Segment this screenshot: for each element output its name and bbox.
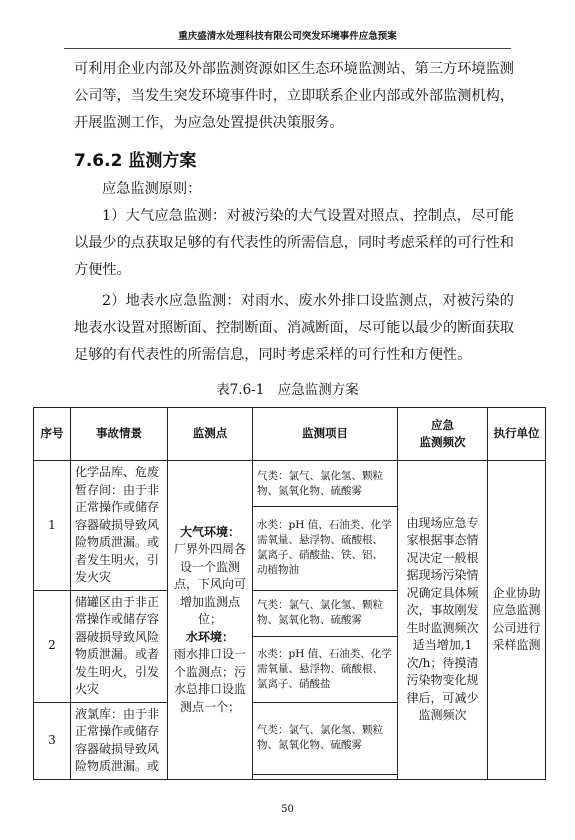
row-water-items-empty: [253, 774, 398, 779]
page-number: 50: [281, 804, 294, 815]
row-air-items: 气类：氯气、氯化氢、颗粒物、氮氧化物、硫酸雾: [253, 461, 398, 507]
row-air-items: 气类：氯气、氯化氢、颗粒物、氮氧化物、硫酸雾: [253, 590, 398, 637]
header-point: 监测点: [168, 408, 253, 461]
table-caption: 表7.6-1 应急监测方案: [216, 382, 359, 398]
row-scenario: 液氯库：由于非正常操作或储存容器破损导致风险物质泄漏。或: [71, 702, 168, 779]
frequency-cell: 由现场应急专家根据事态情况决定一般根据现场污染情况确定具体频次，事故刚发生时监测频次适当增加,1 次/h；待摸清污染物变化规律后，可减少监测频次: [398, 461, 488, 780]
paragraph-air-monitoring: 1）大气应急监测：对被污染的大气设置对照点、控制点，尽可能以最少的点获取足够的有代表性的所需信息，同时考虑采样的可行性和方便性。: [74, 208, 514, 278]
table-row: [34, 461, 546, 507]
header-frequency: 应急 监测频次: [398, 408, 488, 461]
paragraph-monitoring-resources: 可利用企业内部及外部监测资源如区生态环境监测站、第三方环境监测公司等，当发生突发环境事件时，立即联系企业内部或外部监测机构，开展监测工作，为应急处置提供决策服务。: [74, 61, 514, 131]
row-number: 3: [34, 702, 71, 779]
water-environment-body: 雨水排口设一个监测点；污水总排口设监测点一个；: [173, 647, 246, 714]
header-no: 序号: [34, 408, 71, 461]
row-water-items: 水类：pH 值、石油类、化学需氧量、悬浮物、硫酸根、氯离子、硝酸盐: [253, 637, 398, 702]
air-environment-title: 大气环境：: [179, 524, 240, 539]
row-scenario: 化学品库、危废暂存间：由于非正常操作或储存容器破损导致风险物质泄漏。或者发生明火，引发火灾: [71, 461, 168, 591]
row-number: 2: [34, 590, 71, 702]
row-water-items: 水类：pH 值、石油类、化学需氧量、悬浮物、硫酸根、氯离子、硝酸盐、铁、铝、动植物油: [253, 507, 398, 590]
header-executor: 执行单位: [488, 408, 546, 461]
section-heading: 7.6.2 监测方案: [74, 151, 197, 171]
air-environment-body: 厂界外四周各设一个监测点，下风向可增加监测点位；: [173, 542, 246, 626]
page-header: 重庆盛清水处理科技有限公司突发环境事件应急预案: [64, 28, 511, 49]
row-number: 1: [34, 461, 71, 591]
table-header-row: [34, 408, 546, 461]
monitoring-plan-table: [33, 407, 546, 780]
paragraph-principle-intro: 应急监测原则：: [102, 181, 202, 197]
monitoring-point-cell: [168, 461, 253, 780]
paragraph-water-monitoring: 2）地表水应急监测：对雨水、废水外排口设监测点，对被污染的地表水设置对照断面、控制断面、消减断面，尽可能以最少的断面获取足够的有代表性的所需信息，同时考虑采样的可行性和方便性。: [74, 293, 514, 363]
header-items: 监测项目: [253, 408, 398, 461]
row-air-items: 气类：氯气、氯化氢、颗粒物、氮氧化物、硫酸雾: [253, 702, 398, 774]
header-scenario: 事故情景: [71, 408, 168, 461]
water-environment-title: 水环境：: [185, 629, 234, 644]
row-scenario: 储罐区由于非正常操作或储存容器破损导致风险物质泄漏。或者发生明火，引发火灾: [71, 590, 168, 702]
executor-cell: 企业协助应急监测公司进行采样监测: [488, 461, 546, 780]
